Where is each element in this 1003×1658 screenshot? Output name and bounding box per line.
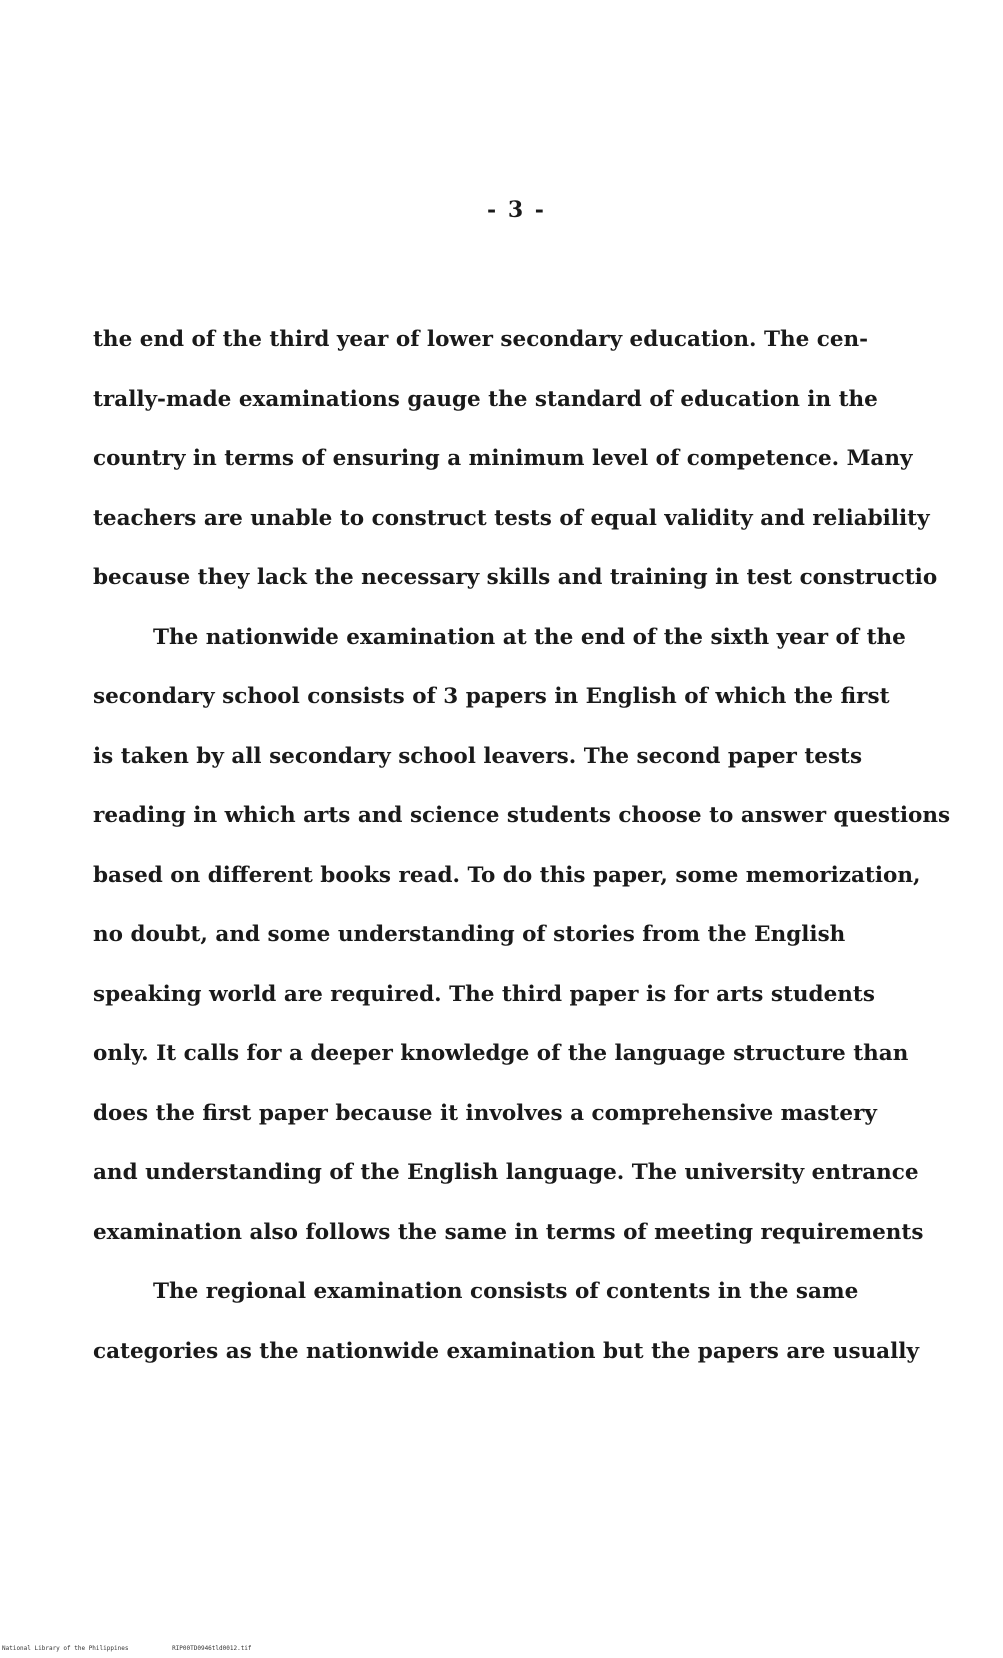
text-line: no doubt, and some understanding of stories from the English	[93, 922, 846, 947]
text-line: based on different books read. To do this paper, some memorization,	[93, 862, 921, 888]
text-line: The nationwide examination at the end of the sixth year of the	[153, 624, 906, 650]
text-line: categories as the nationwide examination but the papers are usually	[93, 1338, 919, 1364]
footer-file-id: RIP00TD0946tld0012.tif	[172, 1645, 252, 1652]
text-line: is taken by all secondary school leavers. The second paper tests	[93, 743, 863, 769]
text-line: speaking world are required. The third paper is for arts students	[93, 981, 875, 1007]
text-line: does the first paper because it involves a comprehensive mastery	[93, 1100, 877, 1126]
body-text	[93, 310, 998, 1381]
text-line: secondary school consists of 3 papers in English of which the first	[93, 684, 890, 709]
text-line: only. It calls for a deeper knowledge of the language structure than	[93, 1041, 909, 1066]
text-line: reading in which arts and science students choose to answer questions	[93, 803, 951, 828]
paragraph-1	[93, 310, 998, 608]
text-line: examination also follows the same in terms of meeting requirements	[93, 1219, 924, 1245]
text-line: because they lack the necessary skills and training in test constructio	[93, 565, 938, 590]
page-number: - 3 -	[487, 197, 546, 223]
text-line: teachers are unable to construct tests of equal validity and reliability	[93, 505, 930, 531]
text-line: and understanding of the English language. The university entrance	[93, 1160, 919, 1185]
text-line: The regional examination consists of contents in the same	[153, 1279, 859, 1304]
paragraph-3	[93, 1262, 998, 1381]
footer-library: National Library of the Philippines	[2, 1645, 129, 1652]
scan-footer	[2, 1645, 252, 1652]
text-line: country in terms of ensuring a minimum level of competence. Many	[93, 446, 913, 471]
text-line: the end of the third year of lower secondary education. The cen-	[93, 327, 869, 352]
text-line: trally-made examinations gauge the standard of education in the	[93, 386, 878, 412]
paragraph-2	[93, 608, 998, 1263]
